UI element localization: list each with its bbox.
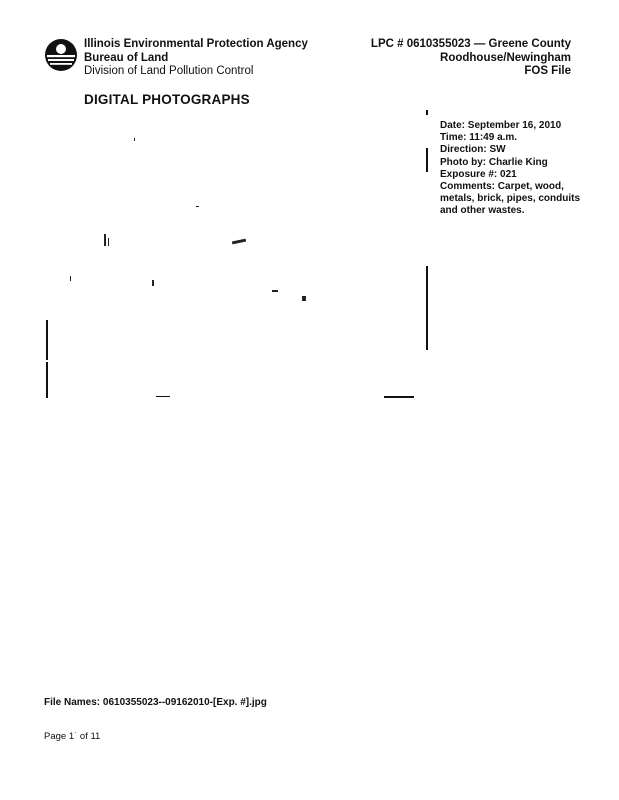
bureau-name: Bureau of Land — [84, 51, 169, 64]
photo-date: Date: September 16, 2010 — [440, 120, 562, 131]
photo-time: Time: 11:49 a.m. — [440, 132, 518, 144]
page-title: DIGITAL PHOTOGRAPHS — [84, 92, 250, 107]
illinois-epa-logo-icon — [44, 38, 78, 72]
lpc-number: LPC # 0610355023 — Greene County — [370, 38, 571, 50]
site-header — [371, 38, 571, 79]
file-names: File Names: 0610355023--09162010-[Exp. #].jpg — [44, 697, 267, 708]
file-type: FOS File — [524, 65, 571, 77]
photo-comments: Comments: Carpet, wood, metals, brick, pipes, conduits and other wastes. — [440, 181, 581, 217]
page-number: Page 1˙ of 11 — [44, 731, 101, 742]
photo-exposure: Exposure #: 021 — [440, 168, 517, 180]
agency-header — [84, 38, 308, 79]
photo-by: Photo by: Charlie King — [440, 156, 548, 168]
photo-metadata — [440, 120, 590, 218]
agency-name: Illinois Environmental Protection Agency — [84, 38, 308, 50]
photo-direction: Direction: SW — [440, 144, 506, 156]
photograph — [44, 108, 430, 400]
division-name: Division of Land Pollution Control — [84, 65, 254, 77]
site-name: Roodhouse/Newingham — [440, 51, 571, 64]
